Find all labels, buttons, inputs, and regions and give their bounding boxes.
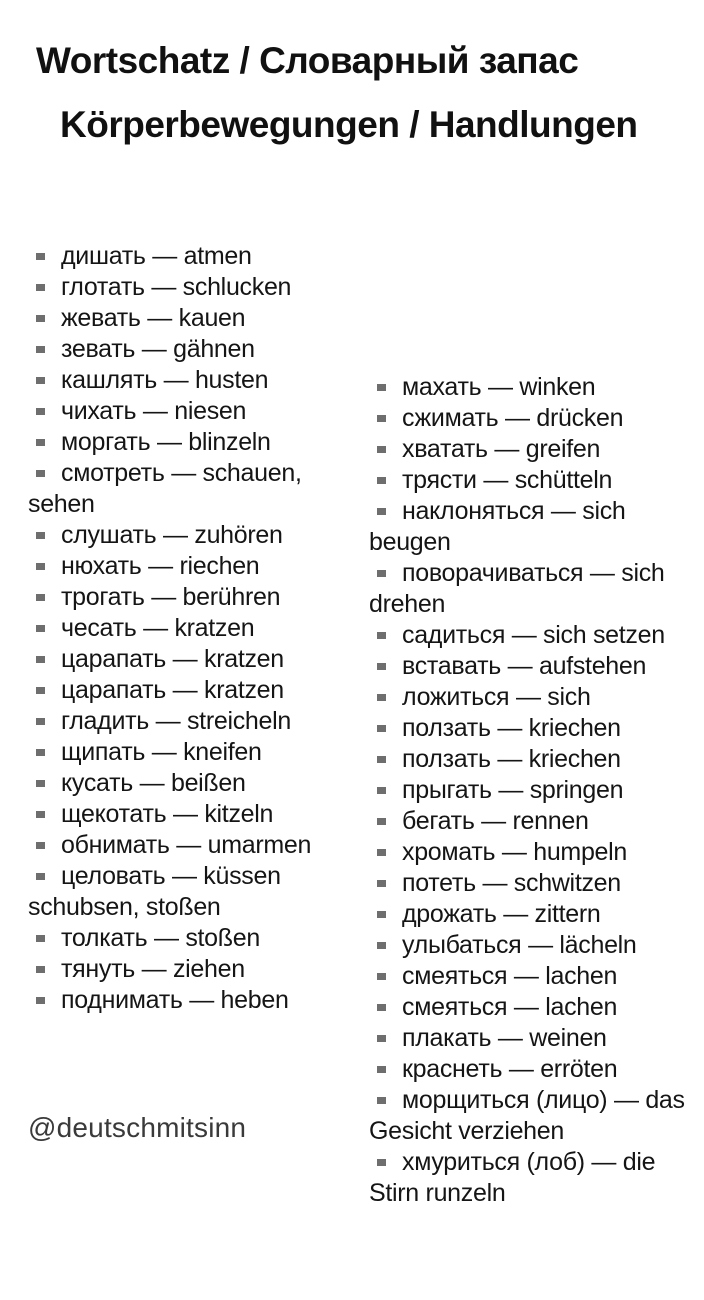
bullet-icon <box>36 408 45 415</box>
vocabulary-entry <box>369 465 699 496</box>
bullet-icon <box>36 749 45 756</box>
vocabulary-entry <box>369 1054 699 1085</box>
vocabulary-entry <box>369 837 699 868</box>
vocabulary-entry <box>28 675 358 706</box>
vocabulary-entry-text: слушать — zuhören <box>61 521 283 549</box>
bullet-icon <box>377 725 386 732</box>
vocabulary-entry-text: дрожать — zittern <box>402 900 601 928</box>
bullet-icon <box>36 470 45 477</box>
vocabulary-entry-text: бегать — rennen <box>402 807 589 835</box>
vocabulary-entry-text: щипать — kneifen <box>61 738 262 766</box>
vocabulary-entry <box>369 403 699 434</box>
bullet-icon <box>377 694 386 701</box>
vocabulary-entry-text: вставать — aufstehen <box>402 652 647 680</box>
vocabulary-entry <box>369 992 699 1023</box>
bullet-icon <box>36 439 45 446</box>
vocabulary-entry-text: ползать — kriechen <box>402 745 621 773</box>
bullet-icon <box>377 1004 386 1011</box>
bullet-icon <box>36 811 45 818</box>
vocabulary-list-right <box>369 372 699 1209</box>
vocabulary-entry <box>28 272 358 303</box>
vocabulary-entry-text: потеть — schwitzen <box>402 869 621 897</box>
vocabulary-entry <box>369 868 699 899</box>
vocabulary-entry-text: жевать — kauen <box>61 304 246 332</box>
vocabulary-entry-text: кусать — beißen <box>61 769 246 797</box>
vocabulary-entry-text: улыбаться — lächeln <box>402 931 637 959</box>
bullet-icon <box>377 942 386 949</box>
vocabulary-entry-text: моргать — blinzeln <box>61 428 271 456</box>
vocabulary-entry <box>28 458 358 520</box>
vocabulary-entry-text: сжимать — drücken <box>402 404 624 432</box>
vocabulary-entry-text: щекотать — kitzeln <box>61 800 274 828</box>
vocabulary-list-left <box>28 241 358 1016</box>
bullet-icon <box>36 532 45 539</box>
vocabulary-entry <box>28 303 358 334</box>
vocabulary-entry-text: садиться — sich setzen <box>402 621 665 649</box>
vocabulary-entry <box>369 434 699 465</box>
bullet-icon <box>377 1159 386 1166</box>
bullet-icon <box>377 477 386 484</box>
vocabulary-entry <box>28 365 358 396</box>
bullet-icon <box>377 1035 386 1042</box>
vocabulary-entry <box>369 1085 699 1147</box>
bullet-icon <box>36 873 45 880</box>
vocabulary-entry-text: наклоняться — sich beugen <box>369 497 626 556</box>
bullet-icon <box>36 377 45 384</box>
vocabulary-entry-text: царапать — kratzen <box>61 676 284 704</box>
vocabulary-entry-text: плакать — weinen <box>402 1024 607 1052</box>
bullet-icon <box>377 787 386 794</box>
vocabulary-entry-text: нюхать — riechen <box>61 552 260 580</box>
bullet-icon <box>377 1066 386 1073</box>
bullet-icon <box>377 415 386 422</box>
bullet-icon <box>377 911 386 918</box>
vocabulary-entry <box>369 744 699 775</box>
bullet-icon <box>377 973 386 980</box>
vocabulary-entry-text: хромать — humpeln <box>402 838 628 866</box>
bullet-icon <box>36 253 45 260</box>
vocabulary-entry-text: ложиться — sich <box>402 683 591 711</box>
bullet-icon <box>377 632 386 639</box>
vocabulary-entry <box>28 830 358 861</box>
vocabulary-entry-text: зевать — gähnen <box>61 335 255 363</box>
vocabulary-entry-text: глотать — schlucken <box>61 273 292 301</box>
vocabulary-entry <box>369 775 699 806</box>
vocabulary-entry-text: дишать — atmen <box>61 242 252 270</box>
vocabulary-entry <box>369 651 699 682</box>
vocabulary-entry <box>28 737 358 768</box>
vocabulary-entry <box>28 241 358 272</box>
bullet-icon <box>377 880 386 887</box>
bullet-icon <box>36 966 45 973</box>
bullet-icon <box>36 718 45 725</box>
vocabulary-entry-text: прыгать — springen <box>402 776 624 804</box>
vocabulary-entry <box>28 644 358 675</box>
page-subtitle: Körperbewegungen / Handlungen <box>60 104 638 145</box>
page-title: Wortschatz / Словарный запас <box>36 40 579 81</box>
vocabulary-entry <box>369 713 699 744</box>
vocabulary-entry <box>28 520 358 551</box>
vocabulary-entry-text: поднимать — heben <box>61 986 289 1014</box>
bullet-icon <box>377 849 386 856</box>
vocabulary-entry-text: чесать — kratzen <box>61 614 255 642</box>
vocabulary-entry-text: хмуриться (лоб) — die Stirn runzeln <box>369 1148 656 1207</box>
vocabulary-entry <box>28 861 358 923</box>
vocabulary-entry-text: трясти — schütteln <box>402 466 613 494</box>
vocabulary-entry-text: гладить — streicheln <box>61 707 291 735</box>
bullet-icon <box>377 818 386 825</box>
vocabulary-entry <box>28 985 358 1016</box>
vocabulary-entry <box>28 954 358 985</box>
vocabulary-entry <box>369 496 699 558</box>
vocabulary-entry-text: махать — winken <box>402 373 596 401</box>
bullet-icon <box>36 997 45 1004</box>
bullet-icon <box>36 594 45 601</box>
vocabulary-entry <box>28 768 358 799</box>
vocabulary-entry <box>369 372 699 403</box>
bullet-icon <box>377 570 386 577</box>
vocabulary-entry-text: чихать — niesen <box>61 397 247 425</box>
vocabulary-entry-text: морщиться (лицо) — das Gesicht verziehen <box>369 1086 685 1145</box>
vocabulary-entry <box>28 582 358 613</box>
bullet-icon <box>377 663 386 670</box>
bullet-icon <box>377 1097 386 1104</box>
vocabulary-entry-text: кашлять — husten <box>61 366 269 394</box>
vocabulary-entry <box>28 799 358 830</box>
vocabulary-entry <box>369 806 699 837</box>
vocabulary-entry-text: трогать — berühren <box>61 583 281 611</box>
vocabulary-entry <box>28 923 358 954</box>
vocabulary-entry <box>369 620 699 651</box>
vocabulary-entry <box>28 551 358 582</box>
vocabulary-entry <box>369 961 699 992</box>
vocabulary-entry-text: поворачиваться — sich drehen <box>369 559 665 618</box>
vocabulary-entry <box>369 930 699 961</box>
bullet-icon <box>36 346 45 353</box>
bullet-icon <box>377 446 386 453</box>
vocabulary-entry <box>369 558 699 620</box>
bullet-icon <box>36 563 45 570</box>
vocabulary-entry-text: царапать — kratzen <box>61 645 284 673</box>
vocabulary-entry <box>28 613 358 644</box>
bullet-icon <box>36 780 45 787</box>
bullet-icon <box>36 842 45 849</box>
vocabulary-entry <box>28 706 358 737</box>
bullet-icon <box>36 284 45 291</box>
vocabulary-entry <box>28 334 358 365</box>
vocabulary-entry <box>369 682 699 713</box>
bullet-icon <box>36 687 45 694</box>
vocabulary-entry-text: обнимать — umarmen <box>61 831 312 859</box>
vocabulary-entry <box>369 1147 699 1209</box>
bullet-icon <box>377 508 386 515</box>
bullet-icon <box>377 756 386 763</box>
bullet-icon <box>36 935 45 942</box>
vocabulary-entry-text: толкать — stoßen <box>61 924 260 952</box>
vocabulary-entry-text: хватать — greifen <box>402 435 601 463</box>
author-handle: @deutschmitsinn <box>28 1112 247 1143</box>
vocabulary-entry-text: краснеть — erröten <box>402 1055 618 1083</box>
vocabulary-entry-text: смотреть — schauen, sehen <box>28 459 302 518</box>
bullet-icon <box>36 656 45 663</box>
vocabulary-entry-text: смеяться — lachen <box>402 962 618 990</box>
vocabulary-entry <box>28 427 358 458</box>
vocabulary-entry-text: тянуть — ziehen <box>61 955 245 983</box>
vocabulary-entry-text: ползать — kriechen <box>402 714 621 742</box>
vocabulary-entry <box>369 899 699 930</box>
vocabulary-entry-text: смеяться — lachen <box>402 993 618 1021</box>
bullet-icon <box>36 315 45 322</box>
bullet-icon <box>377 384 386 391</box>
vocabulary-entry <box>28 396 358 427</box>
vocabulary-entry <box>369 1023 699 1054</box>
bullet-icon <box>36 625 45 632</box>
vocabulary-entry-text: целовать — küssen schubsen, stoßen <box>28 862 281 921</box>
